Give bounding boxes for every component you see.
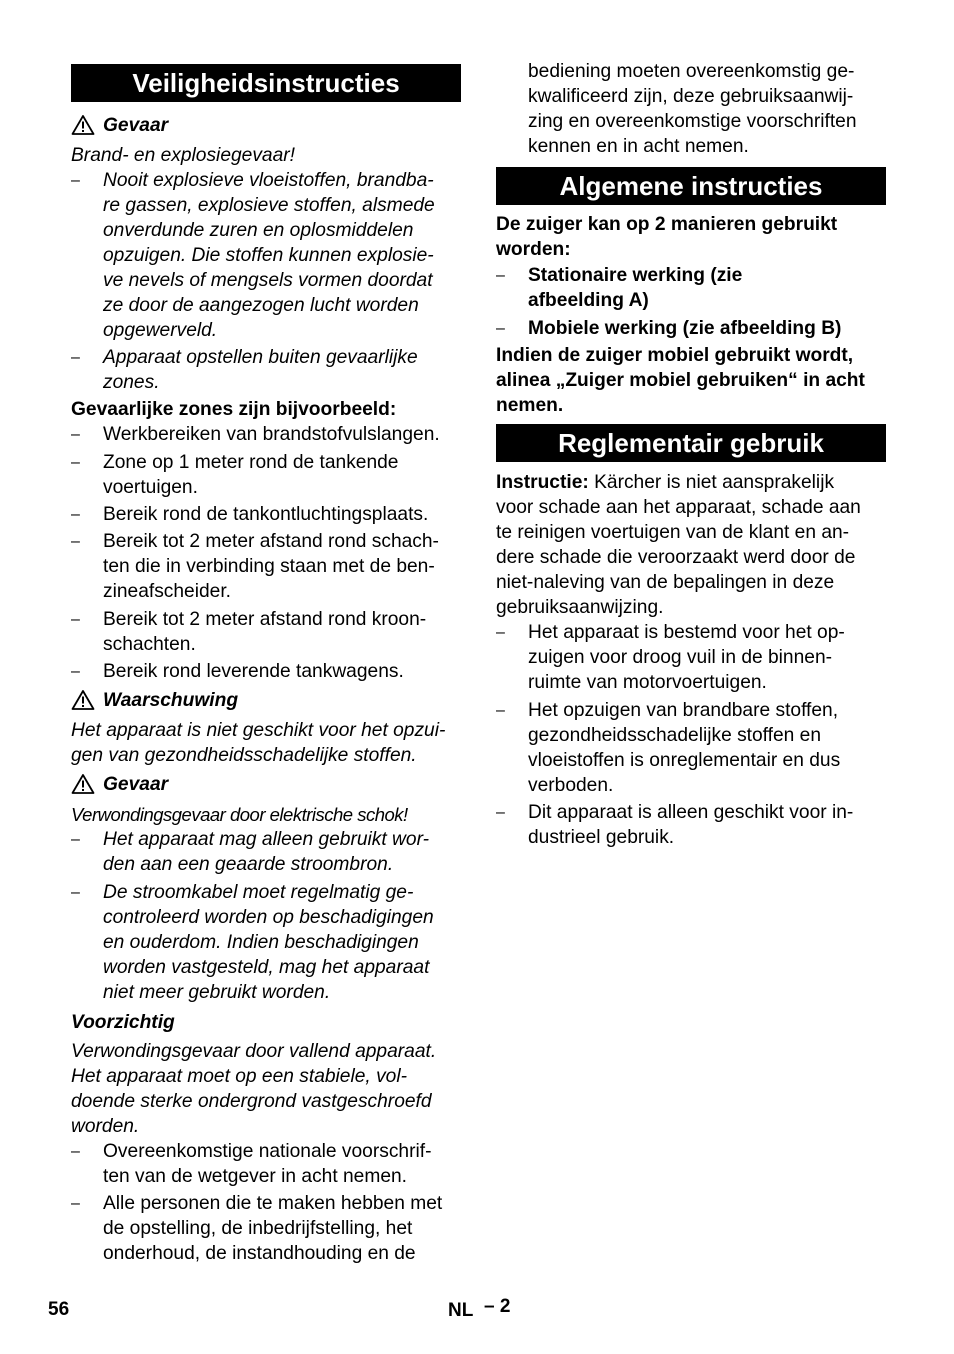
warning-text-line: gen van gezondheidsschadelijke stoffen. (71, 745, 417, 766)
list-item-line: Stationaire werking (zie (528, 265, 743, 286)
dash: – (71, 611, 80, 628)
list-item-line: verboden. (528, 775, 614, 796)
list-item-line: controleerd worden op beschadigingen (103, 907, 434, 928)
caution-label: Voorzichtig (71, 1012, 175, 1033)
list-item-line: Bereik rond de tankontluchtingsplaats. (103, 504, 429, 525)
list-item-line: vloeistoffen is onreglementair en dus (528, 750, 841, 771)
list-item-line: onderhoud, de instandhouding en de (103, 1243, 416, 1264)
danger-label: Gevaar (103, 115, 169, 136)
list-item-line: Alle personen die te maken hebben met (103, 1193, 443, 1214)
list-item-line: zuigen voor droog vuil in de binnen- (528, 647, 833, 668)
dash: – (496, 320, 505, 337)
dash: – (71, 349, 80, 366)
dash: – (496, 804, 505, 821)
list-item-line: opzuigen. Die stoffen kunnen explosie- (103, 245, 434, 266)
continuation-line: kwalificeerd zijn, deze gebruiksaanwij- (528, 86, 854, 107)
danger-label: Gevaar (103, 774, 169, 795)
list-item-line: en ouderdom. Indien beschadigingen (103, 932, 419, 953)
list-item-line: Nooit explosieve vloeistoffen, brandba- (103, 170, 434, 191)
list-item-line: voertuigen. (103, 477, 198, 498)
instruction-label: Instructie: (496, 472, 589, 493)
dash: – (71, 1143, 80, 1160)
list-item-line: ruimte van motorvoertuigen. (528, 672, 767, 693)
general-note-line: Indien de zuiger mobiel gebruikt wordt, (496, 345, 854, 366)
warning-text-line: Het apparaat is niet geschikt voor het opzui- (71, 720, 446, 741)
list-item-line: worden vastgesteld, mag het apparaat (103, 957, 430, 978)
instruction-text: Kärcher is niet aansprakelijk (588, 472, 835, 493)
dash: – (71, 884, 80, 901)
list-item-line: ten die in verbinding staan met de ben- (103, 556, 435, 577)
heading-general: Algemene instructies (496, 167, 886, 205)
list-item-line: Bereik tot 2 meter afstand rond schach- (103, 531, 439, 552)
section-number: – 2 (484, 1296, 511, 1317)
dash: – (496, 702, 505, 719)
dash: – (71, 506, 80, 523)
language-code: NL (448, 1300, 474, 1321)
instruction-line: te reinigen voertuigen van de klant en an- (496, 522, 850, 543)
instruction-line: gebruiksaanwijzing. (496, 597, 664, 618)
caution-text-line: Verwondingsgevaar door vallend apparaat. (71, 1041, 437, 1062)
warning-triangle-icon (71, 114, 95, 136)
instruction-first-line (496, 470, 834, 495)
list-item-line: opgewerveld. (103, 320, 218, 341)
instruction-line: voor schade aan het apparaat, schade aan (496, 497, 861, 518)
list-item-line: Overeenkomstige nationale voorschrif- (103, 1141, 432, 1162)
list-item-line: onverdunde zuren en oplosmiddelen (103, 220, 414, 241)
list-item-line: De stroomkabel moet regelmatig ge- (103, 882, 414, 903)
dash: – (71, 663, 80, 680)
list-item-line: Apparaat opstellen buiten gevaarlijke (103, 347, 418, 368)
list-item-line: Werkbereiken van brandstofvulslangen. (103, 424, 440, 445)
danger-text: Verwondingsgevaar door elektrische schok! (71, 804, 408, 825)
continuation-line: bediening moeten overeenkomstig ge- (528, 61, 855, 82)
caution-text-line: worden. (71, 1116, 140, 1137)
list-item-line: Het opzuigen van brandbare stoffen, (528, 700, 839, 721)
list-item-line: de opstelling, de inbedrijfstelling, het (103, 1218, 413, 1239)
list-item-line: zones. (103, 372, 160, 393)
instruction-line: dere schade die veroorzaakt werd door de (496, 547, 856, 568)
list-item-line: ze door de aangezogen lucht worden (103, 295, 419, 316)
zones-heading: Gevaarlijke zones zijn bijvoorbeeld: (71, 399, 397, 420)
general-note-line: nemen. (496, 395, 564, 416)
dash: – (71, 1195, 80, 1212)
list-item-line: ten van de wetgever in acht nemen. (103, 1166, 407, 1187)
dash: – (71, 454, 80, 471)
list-item-line: Zone op 1 meter rond de tankende (103, 452, 399, 473)
list-item-line: niet meer gebruikt worden. (103, 982, 331, 1003)
list-item-line: Bereik tot 2 meter afstand rond kroon- (103, 609, 427, 630)
continuation-line: kennen en in acht nemen. (528, 136, 749, 157)
warning-triangle-icon (71, 773, 95, 795)
list-item-line: Dit apparaat is alleen geschikt voor in- (528, 802, 854, 823)
dash: – (496, 267, 505, 284)
dash: – (71, 426, 80, 443)
instruction-line: niet-naleving van de bepalingen in deze (496, 572, 835, 593)
dash: – (71, 831, 80, 848)
list-item-line: afbeelding A) (528, 290, 649, 311)
list-item-line: zineafscheider. (103, 581, 231, 602)
list-item-line: Het apparaat is bestemd voor het op- (528, 622, 845, 643)
dash: – (71, 172, 80, 189)
caution-text-line: Het apparaat moet op een stabiele, vol- (71, 1066, 407, 1087)
list-item-line: den aan een geaarde stroombron. (103, 854, 394, 875)
list-item-line: ve nevels of mengsels vormen doordat (103, 270, 433, 291)
list-item-line: Bereik rond leverende tankwagens. (103, 661, 404, 682)
continuation-line: zing en overeenkomstige voorschriften (528, 111, 857, 132)
warning-label: Waarschuwing (103, 690, 239, 711)
heading-safety: Veiligheidsinstructies (71, 64, 461, 102)
general-intro-line: De zuiger kan op 2 manieren gebruikt (496, 214, 838, 235)
heading-intended-use: Reglementair gebruik (496, 424, 886, 462)
list-item-line: dustrieel gebruik. (528, 827, 675, 848)
dash: – (496, 624, 505, 641)
warning-triangle-icon (71, 689, 95, 711)
general-intro-line: worden: (496, 239, 571, 260)
general-note-line: alinea „Zuiger mobiel gebruiken“ in acht (496, 370, 865, 391)
danger-text: Brand- en explosiegevaar! (71, 145, 295, 166)
caution-text-line: doende sterke ondergrond vastgeschroefd (71, 1091, 432, 1112)
list-item-line: Het apparaat mag alleen gebruikt wor- (103, 829, 430, 850)
list-item-line: gezondheidsschadelijke stoffen en (528, 725, 822, 746)
dash: – (71, 533, 80, 550)
list-item-line: Mobiele werking (zie afbeelding B) (528, 318, 842, 339)
page-number: 56 (48, 1299, 70, 1320)
list-item-line: schachten. (103, 634, 196, 655)
list-item-line: re gassen, explosieve stoffen, alsmede (103, 195, 435, 216)
